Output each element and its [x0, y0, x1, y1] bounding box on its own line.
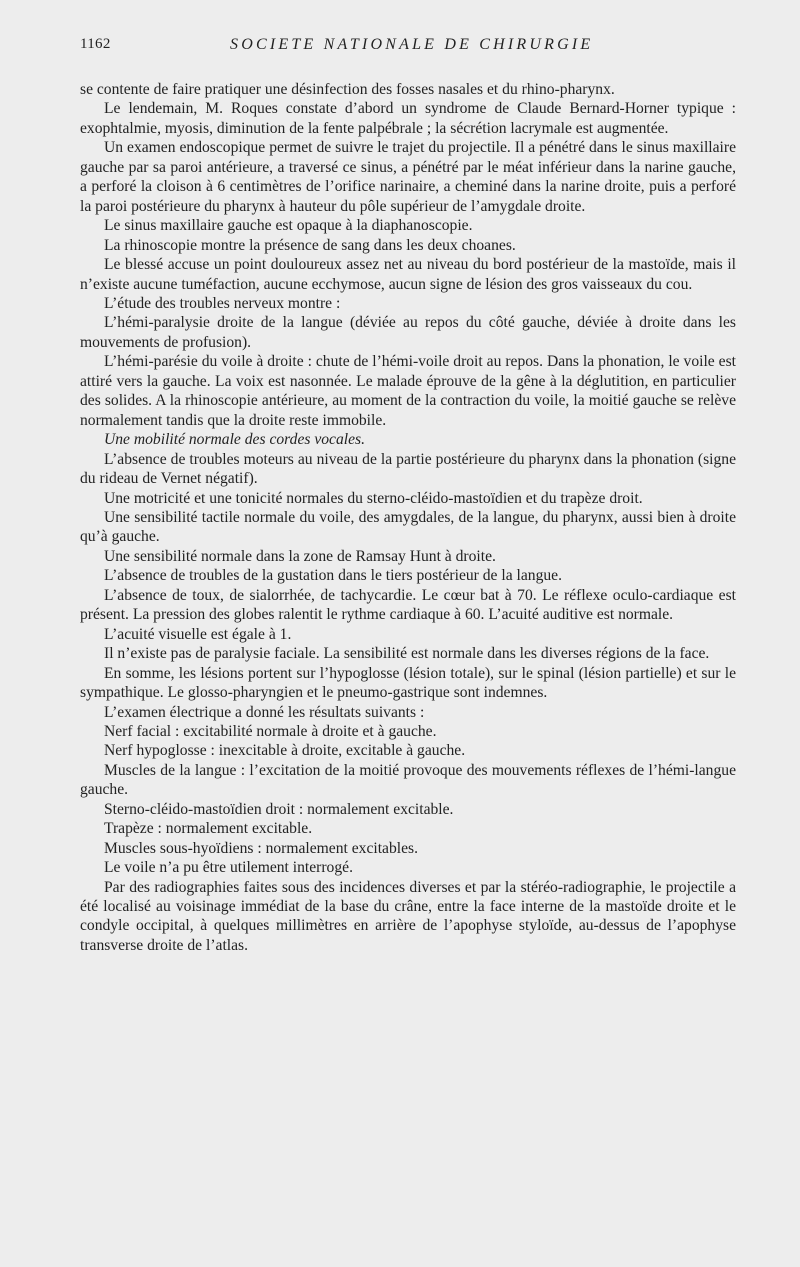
paragraph: Sterno-cléido-mastoïdien droit : normalement excitable. — [104, 800, 454, 818]
paragraph: L’hémi-paralysie droite de la langue (déviée au repos du côté gauche, déviée à droite dans les mouvements de profusion). — [80, 314, 736, 351]
paragraph: Une mobilité normale des cordes vocales. — [104, 431, 365, 449]
paragraph: Le blessé accuse un point douloureux assez net au niveau du bord postérieur de la mastoïde, mais il n’existe aucune tuméfaction, aucune ecchymose, aucun signe de lésion des gros vaisseaux du cou. — [80, 256, 736, 293]
paragraph: Muscles de la langue : l’excitation de la moitié provoque des mouvements réflexes de l’hémi-langue gauche. — [80, 761, 736, 799]
paragraph: L’absence de troubles de la gustation dans le tiers postérieur de la langue. — [104, 567, 562, 585]
page-number: 1162 — [80, 36, 111, 52]
paragraph: Une motricité et une tonicité normales du sterno-cléido-mastoïdien et du trapèze droit. — [104, 489, 643, 507]
paragraph: se contente de faire pratiquer une désinfection des fosses nasales et du rhino-pharynx. — [80, 81, 615, 98]
paragraph: Nerf facial : excitabilité normale à droite et à gauche. — [104, 722, 437, 740]
paragraph: Le sinus maxillaire gauche est opaque à la diaphanoscopie. — [104, 217, 473, 235]
paragraph: En somme, les lésions portent sur l’hypoglosse (lésion totale), sur le spinal (lésion partielle) et sur le sympathique. Le glosso-pharyngien et le pneumo-gastrique sont indemnes. — [80, 664, 736, 702]
paragraph: Le voile n’a pu être utilement interrogé. — [104, 859, 353, 877]
paragraph: Muscles sous-hyoïdiens : normalement excitables. — [104, 839, 418, 857]
paragraph: Nerf hypoglosse : inexcitable à droite, excitable à gauche. — [104, 742, 466, 760]
paragraph: L’examen électrique a donné les résultats suivants : — [104, 703, 425, 721]
body-text — [80, 80, 736, 955]
paragraph: Le lendemain, M. Roques constate d’abord un syndrome de Claude Bernard-Horner typique : exophtalmie, myosis, diminution de la fente palpébrale ; la sécrétion lacrymale est augmentée. — [80, 100, 736, 137]
paragraph: L’absence de troubles moteurs au niveau de la partie postérieure du pharynx dans la phonation (signe du rideau de Vernet négatif). — [80, 450, 736, 488]
running-title: SOCIETE NATIONALE DE CHIRURGIE — [230, 36, 594, 53]
paragraph: L’acuité visuelle est égale à 1. — [104, 625, 292, 643]
paragraph: L’étude des troubles nerveux montre : — [104, 294, 341, 312]
paragraph: Trapèze : normalement excitable. — [104, 820, 313, 838]
paragraph: Un examen endoscopique permet de suivre le trajet du projectile. Il a pénétré dans le sinus maxillaire gauche par sa paroi antérieure, a traversé ce sinus, a pénétré par le méat inférieur dans la narine gauche, a perforé la cloison à 6 centimètres de l’orifice narinaire, a cheminé dans la narine droite, puis a perforé la paroi postérieure du pharynx à hauteur du pôle supérieur de l’amygdale droite. — [80, 139, 736, 215]
paragraph: Une sensibilité tactile normale du voile, des amygdales, de la langue, du pharynx, aussi bien à droite qu’à gauche. — [80, 508, 736, 546]
paragraph: Il n’existe pas de paralysie faciale. La sensibilité est normale dans les diverses régions de la face. — [104, 645, 710, 663]
paragraph: Une sensibilité normale dans la zone de Ramsay Hunt à droite. — [104, 547, 496, 565]
page-header — [80, 36, 736, 58]
paragraph: L’absence de toux, de sialorrhée, de tachycardie. Le cœur bat à 70. Le réflexe oculo-cardiaque est présent. La pression des globes ralentit le rythme cardiaque à 60. L’acuité auditive est normale. — [80, 586, 736, 624]
paragraph: L’hémi-parésie du voile à droite : chute de l’hémi-voile droit au repos. Dans la phonation, le voile est attiré vers la gauche. La voix est nasonnée. Le malade éprouve de la gêne à la déglutition, en particulier des solides. A la rhinoscopie antérieure, au moment de la contraction du voile, la moitié gauche se relève normalement tandis que la droite reste immobile. — [80, 353, 736, 429]
paragraph: Par des radiographies faites sous des incidences diverses et par la stéréo-radiographie, le projectile a été localisé au voisinage immédiat de la base du crâne, entre la face interne de la mastoïde droite et le condyle occipital, à quelques millimètres en arrière de l’apophyse styloïde, au-dessus de l’apophyse transverse droite de l’atlas. — [80, 878, 736, 954]
paragraph: La rhinoscopie montre la présence de sang dans les deux choanes. — [104, 236, 516, 254]
